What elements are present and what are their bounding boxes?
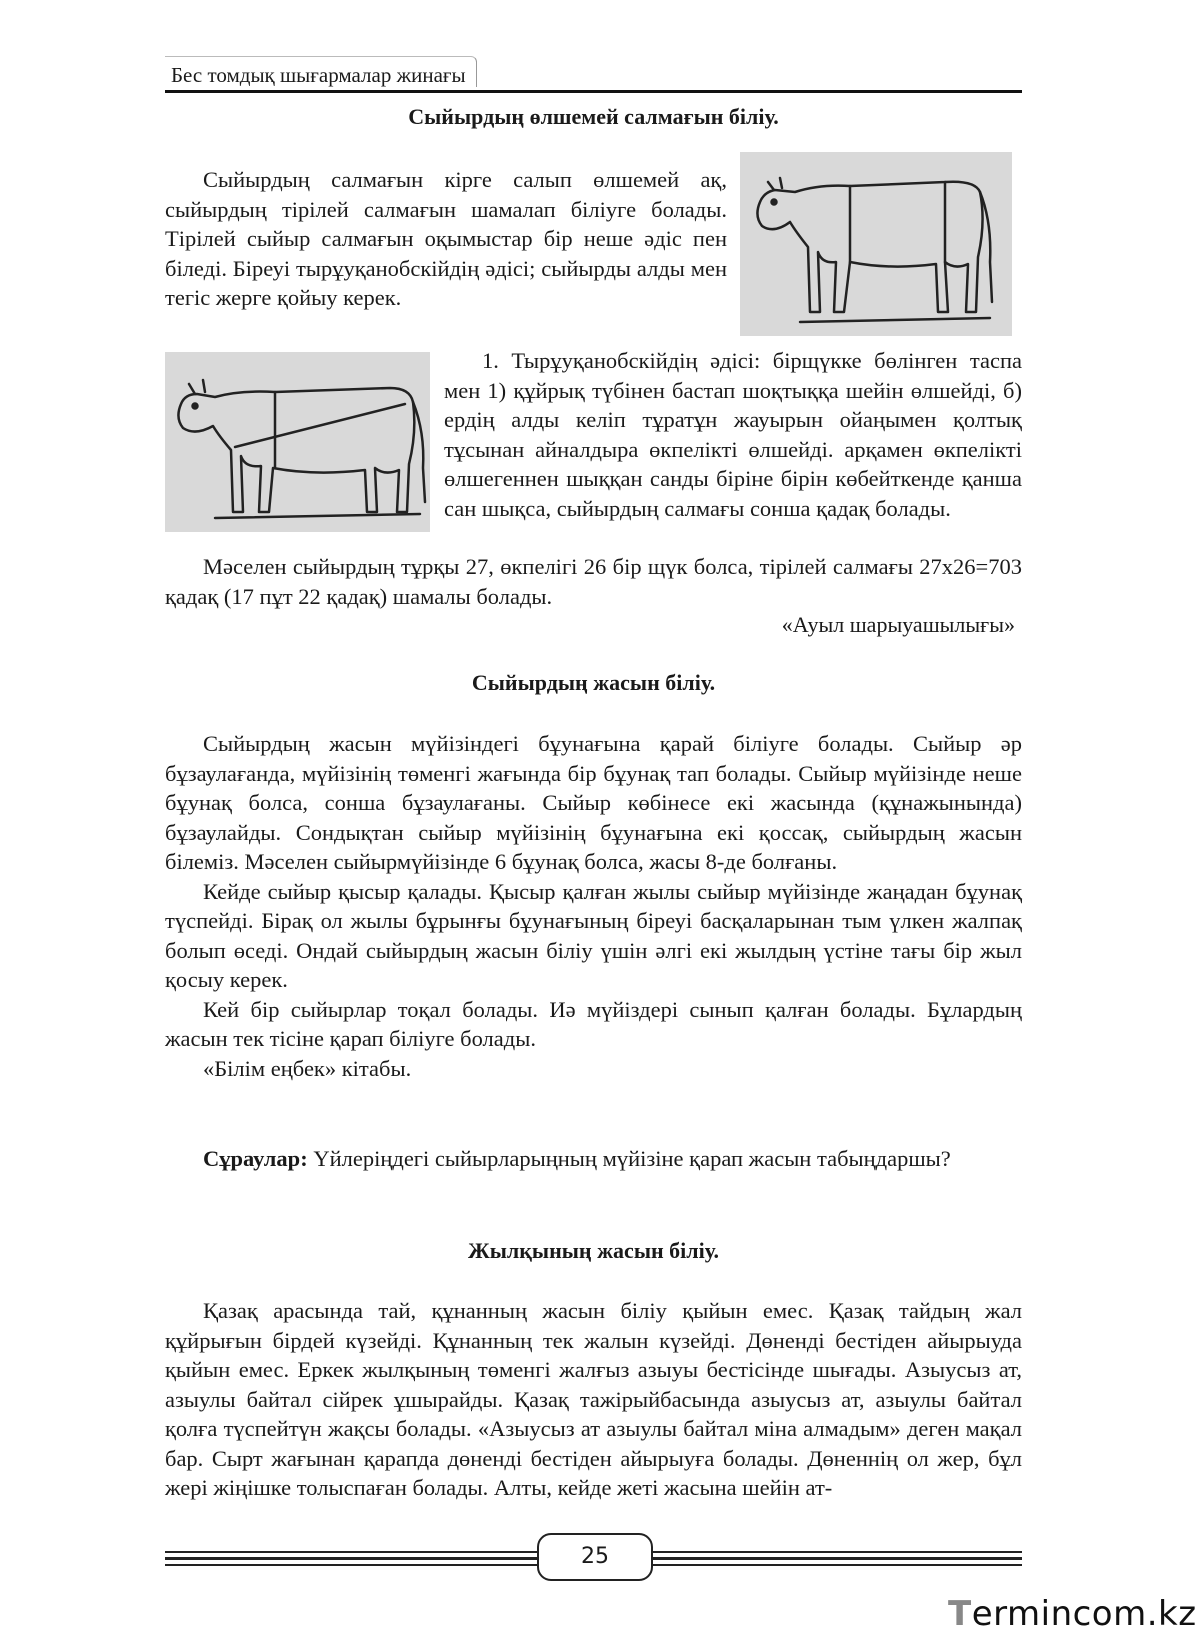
- questions-label: Сұраулар:: [203, 1146, 308, 1171]
- running-title: Бес томдық шығармалар жинағы: [165, 56, 477, 87]
- cow-figure-1: [740, 152, 1012, 336]
- weight-paragraph-3: Мәселен сыйырдың тұрқы 27, өкпелігі 26 бір щүк болса, тірілей салмағы 27x26=703 қадақ (17 пұт 22 қадақ) шамалы болады.: [165, 554, 1022, 609]
- age-text: Сыйырдың жасын мүйізіндегі бұунағына қарай біліуге болады. Сыйыр әр бұзаулағанда, мүйізінің төменгі жағында бір бұунақ тап болады. Сыйыр мүйізінде неше бұунақ болса, сонша бұзаулағаны. Сыйыр көбінесе екі жасында (құнажынында) бұзаулайды. Сондықтан сыйыр мүйізінің бұунағына екі қоссақ, сыйырдың жасын білеміз. Мәселен сыйырмүйізінде 6 бұунақ болса, жасы 8-де болғаны. Кейде сыйыр қысыр қалады. Қысыр қалған жылы сыйыр мүйізінде жаңадан бұунақ түспейді. Бірақ ол жылы бұрынғы бұунағының біреуі басқаларынан тым үлкен жалпақ болып өседі. Ондай сыйырдың жасын біліу үшін әлгі екі жылдың үстіне тағы бір жыл қосыу керек. Кей бір сыйырлар тоқал болады. Иә мүйіздері сынып қалған болады. Бұлардың жасын тек тісіне қарап біліуге болады. «Білім еңбек» кітабы.: [165, 729, 1022, 1083]
- age-source: «Білім еңбек» кітабы.: [203, 1055, 412, 1081]
- header-rule: [165, 90, 1022, 93]
- weight-source: «Ауыл шарыуашылығы»: [781, 612, 1015, 637]
- running-header: [165, 56, 1022, 96]
- section-title-age: Сыйырдың жасын біліу.: [471, 670, 716, 695]
- cow-measurement-illustration: [740, 152, 1012, 336]
- page-number: 25: [537, 1533, 653, 1581]
- section-title-horse: Жылқының жасын біліу.: [467, 1238, 720, 1263]
- weight-paragraph-2: 1. Тырұуқанобскійдің әдісі: бірщүкке бөлінген таспа мен 1) құйрық түбінен бастап шоқтыққа шейін өлшейді, б) ердің алды келіп тұратұн жауырын ойаңымен қолтық тұсынан айналдыра өкпелікті өлшейді. арқамен өкпелікті өлшегеннен шыққан санды біріне бірін көбейткенде қанша сан шықса, сыйырдың салмағы сонша қадақ болады.: [444, 348, 1022, 521]
- page-footer: [165, 1533, 1022, 1583]
- questions-block: [165, 1144, 1022, 1174]
- weight-paragraph-1: Сыйырдың салмағын кірге салып өлшемей ақ, сыйырдың тірілей салмағын шамалап біліуге болады. Тірілей сыйыр салмағын оқымыстар бір неше әдіс пен біледі. Біреуі тырұуқанобскійдің әдісі; сыйырды алды мен тегіс жерге қойыу керек.: [165, 167, 727, 310]
- section-title-weight: Сыйырдың өлшемей салмағын біліу.: [408, 104, 779, 129]
- site-watermark: Termincom.kz: [948, 1594, 1197, 1634]
- cow-figure-2: [165, 352, 430, 532]
- cow-girth-illustration: [165, 352, 430, 532]
- questions-text: Үйлеріңдегі сыйырларыңның мүйізіне қарап жасын табыңдаршы?: [307, 1146, 951, 1171]
- horse-paragraph-1: Қазақ арасында тай, құнанның жасын біліу қыйын емес. Қазақ тайдың жал құйрығын бірдей күзейді. Құнанның тек жалын күзейді. Дөненді бестіден айырыуда қыйын емес. Еркек жылқының төменгі жалғыз азыуы бестісінде шығады. Азыусыз ат, азыулы байтал сійрек ұшырайды. Қазақ тажірыйбасында азыусыз ат, азыулы байтал қолға түспейтүн жақсы болады. «Азыусыз ат азыулы байтал міна алмадым» деген мақал бар. Сырт жағынан қарапда дөненді бестіден айырыуға болады. Дөненнің ол жер, бұл жері жіңішке толыспаған болады. Алты, кейде жеті жасына шейін ат-: [165, 1298, 1022, 1500]
